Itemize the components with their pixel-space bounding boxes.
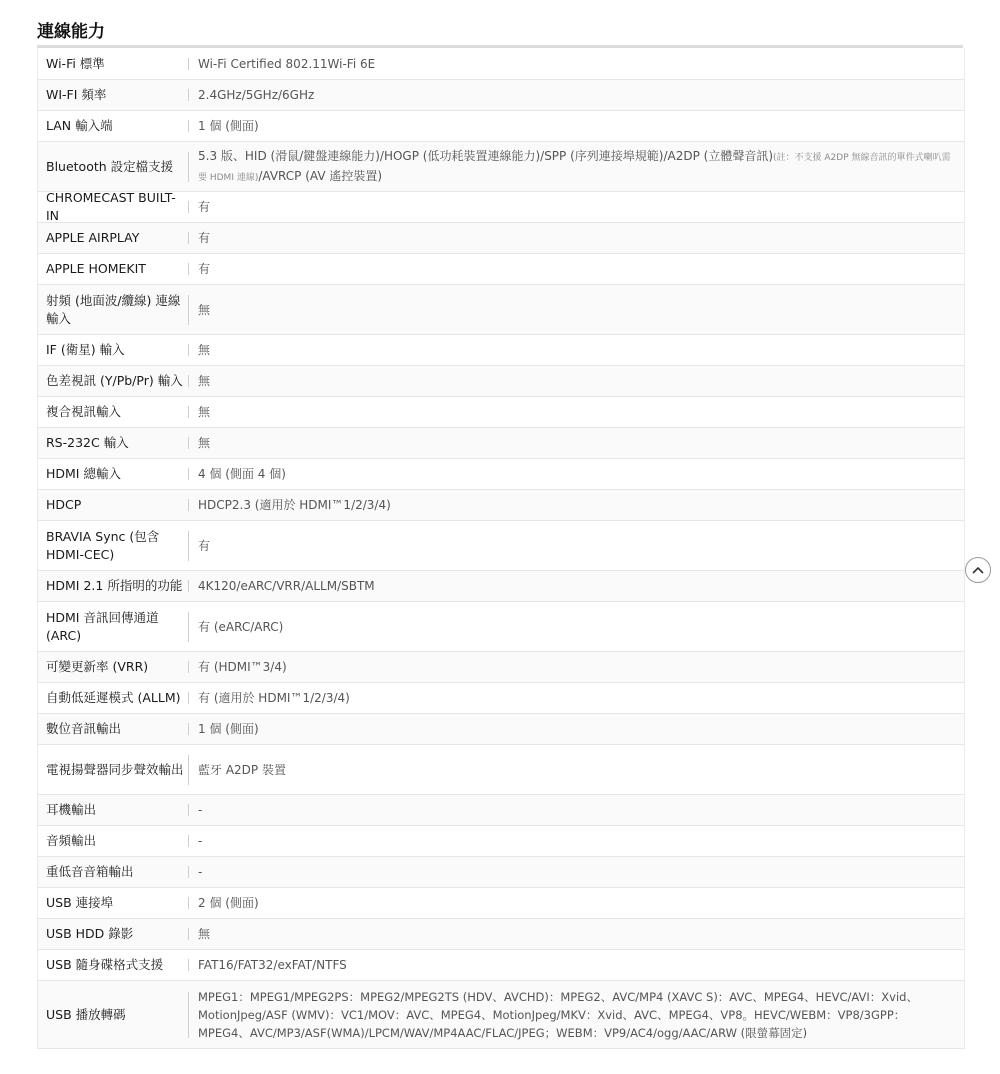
spec-label: CHROMECAST BUILT-IN [46, 190, 176, 223]
spec-value: 1 個 (側面) [198, 722, 259, 736]
section-title: 連線能力 [37, 22, 105, 42]
column-divider [188, 661, 189, 673]
spec-label: LAN 輸入端 [46, 118, 113, 133]
spec-row [38, 521, 964, 571]
column-divider [188, 295, 189, 325]
spec-label: 重低音音箱輸出 [46, 864, 134, 879]
column-divider [188, 152, 189, 182]
spec-row [38, 745, 964, 795]
column-divider [188, 612, 189, 642]
spec-row [38, 254, 964, 285]
chevron-up-icon [972, 566, 984, 574]
spec-label: 可變更新率 (VRR) [46, 659, 149, 674]
spec-label: BRAVIA Sync (包含 HDMI-CEC) [46, 528, 160, 562]
spec-row [38, 335, 964, 366]
column-divider [188, 897, 189, 909]
spec-value: - [198, 803, 203, 817]
spec-value: 有 [198, 231, 211, 245]
spec-label: 射頻 (地面波/纜線) 連線輸入 [46, 292, 181, 326]
spec-row [38, 981, 964, 1049]
spec-value: 藍牙 A2DP 裝置 [198, 762, 286, 777]
spec-value: 1 個 (側面) [198, 119, 259, 133]
column-divider [188, 375, 189, 387]
spec-row [38, 48, 964, 80]
spec-label: 色差視訊 (Y/Pb/Pr) 輸入 [46, 373, 183, 388]
spec-label: HDCP [46, 497, 82, 512]
spec-value: 無 [198, 374, 211, 388]
spec-value: 無 [198, 343, 211, 357]
spec-label: 音頻輸出 [46, 833, 97, 848]
spec-label: HDMI 總輸入 [46, 466, 121, 481]
spec-value: 無 [198, 927, 211, 941]
spec-label: Wi-Fi 標準 [46, 55, 105, 71]
spec-value: 有 (HDMI™3/4) [198, 660, 287, 674]
column-divider [188, 263, 189, 275]
spec-row [38, 192, 964, 223]
spec-row [38, 459, 964, 490]
spec-label: USB 隨身碟格式支援 [46, 957, 164, 972]
spec-row [38, 397, 964, 428]
spec-value: 有 [198, 200, 211, 214]
spec-row [38, 285, 964, 335]
column-divider [188, 755, 189, 785]
spec-row [38, 683, 964, 714]
column-divider [188, 992, 189, 1038]
column-divider [188, 58, 189, 70]
spec-value: 4K120/eARC/VRR/ALLM/SBTM [198, 579, 375, 593]
spec-value: 有 (eARC/ARC) [198, 619, 284, 634]
spec-label: 電視揚聲器同步聲效輸出 [46, 761, 184, 777]
column-divider [188, 531, 189, 561]
spec-value: 4 個 (側面 4 個) [198, 467, 286, 481]
column-divider [188, 201, 189, 213]
spec-table [37, 48, 965, 1049]
spec-label: HDMI 音訊回傳通道 (ARC) [46, 609, 159, 643]
column-divider [188, 692, 189, 704]
spec-value: - [198, 834, 203, 848]
spec-label: 複合視訊輸入 [46, 404, 122, 419]
spec-label: HDMI 2.1 所指明的功能 [46, 578, 183, 593]
spec-label: USB 連接埠 [46, 895, 114, 910]
column-divider [188, 866, 189, 878]
column-divider [188, 120, 189, 132]
column-divider [188, 959, 189, 971]
column-divider [188, 928, 189, 940]
spec-row [38, 142, 964, 192]
spec-row [38, 111, 964, 142]
spec-row [38, 652, 964, 683]
spec-row [38, 366, 964, 397]
spec-label: USB HDD 錄影 [46, 926, 134, 941]
spec-row [38, 80, 964, 111]
spec-value: 有 [198, 538, 211, 553]
spec-value: HDCP2.3 (適用於 HDMI™1/2/3/4) [198, 498, 391, 512]
spec-label: IF (衛星) 輸入 [46, 342, 125, 357]
spec-value: 無 [198, 436, 211, 450]
spec-row [38, 919, 964, 950]
spec-label: 耳機輸出 [46, 802, 97, 817]
spec-value-tail: /AVRCP (AV 遙控裝置) [258, 168, 383, 183]
spec-value [198, 147, 964, 187]
spec-row [38, 950, 964, 981]
spec-value: 有 [198, 262, 211, 276]
spec-value: Wi-Fi Certified 802.11Wi-Fi 6E [198, 56, 376, 71]
spec-label: USB 播放轉碼 [46, 1006, 126, 1022]
column-divider [188, 344, 189, 356]
spec-label: 自動低延遲模式 (ALLM) [46, 690, 181, 705]
spec-row [38, 223, 964, 254]
spec-row [38, 571, 964, 602]
column-divider [188, 580, 189, 592]
spec-value: 無 [198, 302, 211, 317]
spec-value: FAT16/FAT32/exFAT/NTFS [198, 958, 347, 972]
spec-label: APPLE HOMEKIT [46, 261, 146, 276]
spec-value: 2 個 (側面) [198, 896, 259, 910]
spec-label: WI-FI 頻率 [46, 87, 107, 102]
spec-row [38, 857, 964, 888]
column-divider [188, 232, 189, 244]
column-divider [188, 723, 189, 735]
spec-row [38, 795, 964, 826]
spec-label: 數位音訊輸出 [46, 721, 122, 736]
spec-value-main: 5.3 版、HID (滑鼠/鍵盤連線能力)/HOGP (低功耗裝置連線能力)/SPP (序列連接埠規範)/A2DP (立體聲音訊) [198, 148, 774, 163]
column-divider [188, 89, 189, 101]
spec-value: 2.4GHz/5GHz/6GHz [198, 88, 315, 102]
column-divider [188, 804, 189, 816]
spec-row [38, 490, 964, 521]
spec-value: MPEG1：MPEG1/MPEG2PS：MPEG2/MPEG2TS (HDV、AVCHD)：MPEG2、AVC/MP4 (XAVC S)：AVC、MPEG4、HEVC/AVI：Xvid、MotionJpeg/ASF (WMV)：VC1/MOV：AVC、MPEG4、MotionJpeg/MKV：Xvid、AVC、MPEG4、VP8。HEVC/WEBM：VP8/3GPP：MPEG4、AVC/MP3/ASF(WMA)/LPCM/WAV/MP4AAC/FLAC/JPEG；WEBM：VP9/AC4/ogg/AAC/ARW (限螢幕固定) [198, 989, 918, 1040]
spec-label: RS-232C 輸入 [46, 435, 129, 450]
spec-value: 有 (適用於 HDMI™1/2/3/4) [198, 691, 350, 705]
column-divider [188, 437, 189, 449]
column-divider [188, 499, 189, 511]
spec-row [38, 602, 964, 652]
spec-value: 無 [198, 405, 211, 419]
spec-row [38, 888, 964, 919]
column-divider [188, 406, 189, 418]
spec-footnote: (註：不支援 A2DP 無線音訊的單件式喇叭需要 HDMI 連線) [198, 152, 951, 183]
spec-label: Bluetooth 設定檔支援 [46, 158, 174, 174]
column-divider [188, 468, 189, 480]
spec-label: APPLE AIRPLAY [46, 230, 140, 245]
spec-value: - [198, 865, 203, 879]
spec-row [38, 714, 964, 745]
spec-row [38, 826, 964, 857]
column-divider [188, 835, 189, 847]
scroll-to-top-button[interactable] [965, 557, 991, 583]
spec-row [38, 428, 964, 459]
